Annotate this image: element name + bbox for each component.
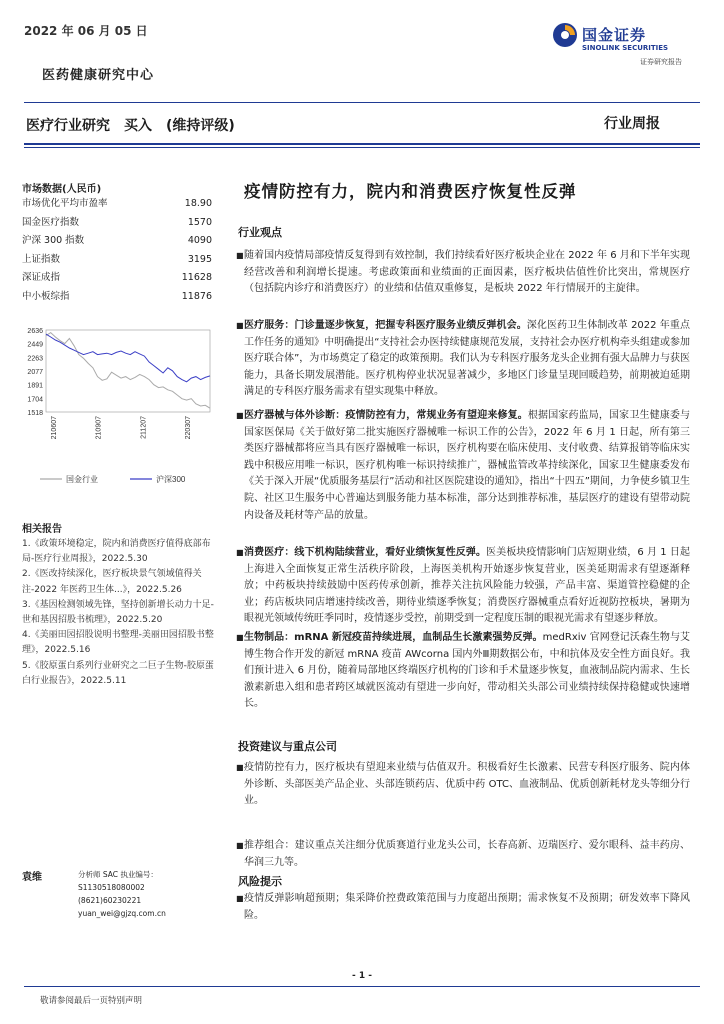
paragraph xyxy=(236,318,690,401)
paragraph-text: medRxiv 官网登记沃森生物与艾博生物合作开发的新冠 mRNA 疫苗 AWcorna 国内外Ⅲ期数据公布，中和抗体及安全性方面良好。我们预计进入 6 月份，随着局部地区终端医疗机构的门诊和手术量逐步恢复，血液制品院内需求、生长激素新患入组和患者跨区域就医流动有望进一步向好，带动相关头部公司业绩持续保持稳健或快速增长。 xyxy=(244,632,690,710)
y-tick-label: 1891 xyxy=(27,382,43,390)
x-tick-label: 220307 xyxy=(185,416,192,440)
x-tick-label: 210607 xyxy=(51,416,58,440)
disclaimer: 敬请参阅最后一页特别声明 xyxy=(40,996,143,1006)
bullet-square-icon: ■ xyxy=(236,841,244,850)
market-row xyxy=(22,251,212,270)
market-value: 18.90 xyxy=(184,198,212,209)
paragraph xyxy=(236,408,691,524)
market-label: 上证指数 xyxy=(22,253,61,265)
divider xyxy=(24,986,700,987)
y-tick-label: 2077 xyxy=(27,369,43,376)
related-report-item[interactable]: 2.《医改持续深化，医疗板块景气领域值得关注-2022 年医药卫生体...》，2022.5.26 xyxy=(22,569,202,595)
paragraph-text: 根据国家药监局，国家卫生健康委与国家医保局《关于做好第二批实施医疗器械唯一标识工作的公告》，2022 年 6 月 1 日起，所有第三类医疗器械都将应当具有医疗器械唯一标识，医疗机构要在临床使用、支付收费、结算报销等临床实践中积极应用唯一标识，医疗机构唯一标识持续推广，器械监管改革持续深化，国家卫生健康委发布《关于深入开展“优质服务基层行”活动和社区医院建设的通知》，指出“十四五”期间，力争使乡镇卫生院、社区卫生服务中心普遍达到服务能力基本标准，部分达到推荐标准，基层医疗的建设有望带动院内设备及耗材等产品的放量。 xyxy=(244,410,691,521)
brand-name-en: SINOLINK SECURITIES xyxy=(582,44,669,52)
market-label: 深证成指 xyxy=(22,272,61,283)
index-line-chart xyxy=(20,322,216,492)
paragraph-heading: 生物制品：mRNA 新冠疫苗持续进展，血制品生长激素强势反弹。 xyxy=(244,632,543,643)
bullet-square-icon: ■ xyxy=(236,321,244,330)
market-label: 国金医疗指数 xyxy=(22,216,80,228)
sinolink-logo-icon xyxy=(552,22,578,48)
paragraph-text: 推荐组合：建议重点关注细分优质赛道行业龙头公司，长春高新、迈瑞医疗、爱尔眼科、益丰药房、华润三九等。 xyxy=(244,840,690,868)
page-headline: 医疗行业研究 买入 (维持评级) xyxy=(26,118,235,134)
section-heading-view: 行业观点 xyxy=(238,226,282,239)
paragraph-text: 医美板块疫情影响门店短期业绩，6 月 1 日起上海进入全面恢复正常生活秩序阶段，上海医美机构开始逐步恢复营业，医美延期需求有望逐渐释放；中药板块持续鼓励中医药传承创新，推荐关注抗风险能力较强，产品丰富、渠道管控稳健的企业；药店板块同店增速持续改善，期待业绩逐季恢复；消费医疗器械重点看好近视防控板块，暑期为眼视光领域传统旺季同时，疫情逐步受控，前期受到一定程度压制的眼视光需求有望逐步释放。 xyxy=(244,547,691,625)
paragraph-text: 随着国内疫情局部疫情反复得到有效控制，我们持续看好医疗板块企业在 2022 年 6 月和下半年实现经营改善和利润增长提速。考虑政策面和业绩面的正面因素，医疗板块估值性价比突出，常规医疗（包括院内诊疗和消费医疗）的业绩和估值双重修复，是板块 2022 年行情展开的主旋律。 xyxy=(244,250,690,295)
paragraph-heading: 医疗器械与体外诊断：疫情防控有力，常规业务有望迎来修复。 xyxy=(244,410,528,421)
market-row xyxy=(22,269,212,288)
legend-label: 沪深300 xyxy=(156,475,186,484)
page-number: - 1 - xyxy=(352,971,372,981)
y-tick-label: 2263 xyxy=(27,355,43,363)
paragraph xyxy=(236,545,691,628)
divider xyxy=(24,143,700,145)
market-row xyxy=(22,232,212,251)
brand-name-cn: 国金证券 xyxy=(582,26,647,44)
paragraph xyxy=(236,248,690,298)
market-row xyxy=(22,288,212,307)
related-report-item[interactable]: 4.《美丽田园招股说明书整理-美丽田园招股书整理》，2022.5.16 xyxy=(22,630,214,656)
y-tick-label: 2636 xyxy=(27,328,43,335)
related-report-item[interactable]: 5.《胶原蛋白系列行业研究之二巨子生物-胶原蛋白行业报告》，2022.5.11 xyxy=(22,660,214,686)
paragraph-heading: 消费医疗：线下机构陆续营业，看好业绩恢复性反弹。 xyxy=(244,547,487,558)
market-value: 1570 xyxy=(187,216,212,228)
section-heading-risk: 风险提示 xyxy=(238,875,282,888)
analyst-contact xyxy=(78,868,218,920)
research-center: 医药健康研究中心 xyxy=(42,68,155,83)
paragraph-heading: 医疗服务：门诊量逐步恢复，把握专科医疗服务业绩反弹机会。 xyxy=(244,320,527,331)
analyst-phone: (8621)60230221 xyxy=(78,896,142,905)
market-data-title: 市场数据(人民币) xyxy=(22,184,102,195)
paragraph xyxy=(236,760,690,810)
brand-subtitle: 证券研究报告 xyxy=(640,58,682,66)
market-value: 4090 xyxy=(187,235,212,246)
y-tick-label: 1518 xyxy=(27,410,43,417)
bullet-square-icon: ■ xyxy=(236,548,244,557)
analyst-sac: 分析师 SAC 执业编号：S1130518080002 xyxy=(78,870,158,892)
related-report-item[interactable]: 3.《基因检测领域先锋，坚持创新增长动力十足-世和基因招股书梳理》，2022.5.20 xyxy=(22,599,214,626)
y-tick-label: 2449 xyxy=(27,341,43,349)
divider xyxy=(24,102,700,103)
series-line-0 xyxy=(46,333,210,409)
bullet-square-icon: ■ xyxy=(236,763,244,772)
market-value: 11628 xyxy=(181,272,212,283)
bullet-square-icon: ■ xyxy=(236,411,244,420)
market-row xyxy=(22,214,212,233)
market-label: 市场优化平均市盈率 xyxy=(22,198,108,209)
market-value: 11876 xyxy=(181,290,212,302)
market-data-table xyxy=(22,195,212,306)
x-tick-label: 210907 xyxy=(95,416,103,440)
report-type: 行业周报 xyxy=(604,116,660,132)
y-tick-label: 1704 xyxy=(27,396,43,404)
x-tick-label: 211207 xyxy=(140,416,148,439)
paragraph-text: 疫情反弹影响超预期；集采降价控费政策范围与力度超出预期；需求恢复不及预期；研发效率下降风险。 xyxy=(244,893,690,921)
paragraph xyxy=(236,630,690,713)
related-reports-list xyxy=(22,537,218,689)
legend-label: 国金行业 xyxy=(66,475,98,484)
market-label: 中小板综指 xyxy=(22,290,70,302)
divider xyxy=(24,147,700,148)
related-reports-title: 相关报告 xyxy=(22,524,62,535)
analyst-name: 袁维 xyxy=(22,872,42,883)
report-title: 疫情防控有力，院内和消费医疗恢复性反弹 xyxy=(244,182,577,201)
related-report-item[interactable]: 1.《政策环境稳定，院内和消费医疗值得底部布局-医疗行业周报》，2022.5.30 xyxy=(22,539,211,565)
market-value: 3195 xyxy=(187,253,212,265)
market-label: 沪深 300 指数 xyxy=(22,235,85,246)
paragraph xyxy=(236,838,690,871)
section-heading-invest: 投资建议与重点公司 xyxy=(238,740,337,753)
paragraph-text: 疫情防控有力，医疗板块有望迎来业绩与估值双升。积极看好生长激素、民营专科医疗服务、院内体外诊断、头部医美产品企业、头部连锁药店、优质中药 OTC、血液制品、优质创新耗材龙头等细分行业。 xyxy=(244,762,690,807)
market-row xyxy=(22,195,212,214)
paragraph-text: 深化医药卫生体制改革 2022 年重点工作任务的通知》中明确提出“支持社会办医持续健康规范发展，支持社会办医疗机构牵头组建或参加医疗联合体”，为市场奠定了稳定的政策预期。我们认为专科医疗服务龙头企业拥有强大品牌力与获医能力，具备长期发展潜能。医疗机构停业状况显著减少，多地区门诊量呈现回暖趋势，前期被迫延期满足的专科医疗服务需求有望实现集中释放。 xyxy=(244,320,690,398)
bullet-square-icon: ■ xyxy=(236,894,244,903)
bullet-square-icon: ■ xyxy=(236,633,244,642)
paragraph xyxy=(236,891,690,924)
report-date: 2022 年 06 月 05 日 xyxy=(24,24,148,38)
analyst-email[interactable]: yuan_wei@gjzq.com.cn xyxy=(78,909,166,918)
chart-svg xyxy=(20,322,216,492)
bullet-square-icon: ■ xyxy=(236,251,244,260)
